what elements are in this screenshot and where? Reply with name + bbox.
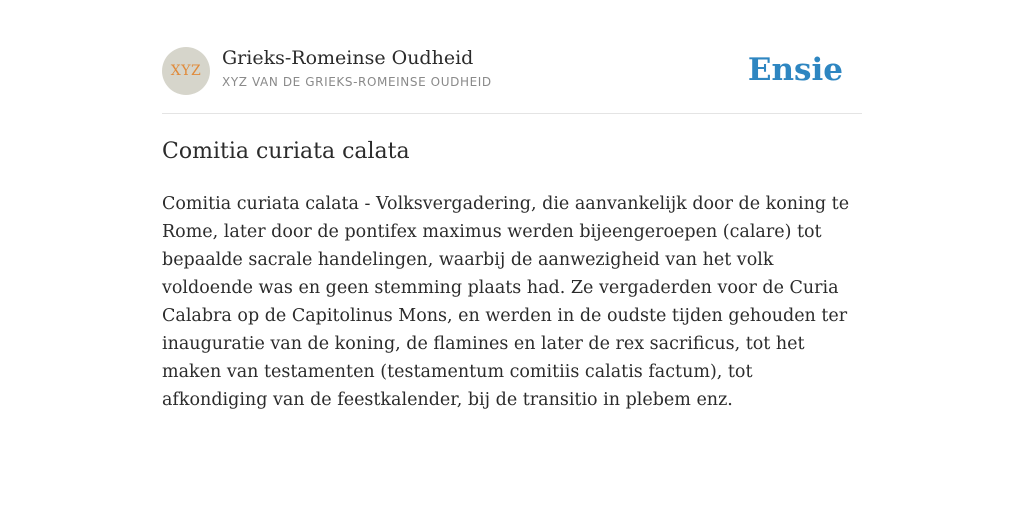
publication-avatar[interactable] xyxy=(162,47,210,95)
publication-header xyxy=(162,46,862,96)
entry-body: Comitia curiata calata - Volksvergadering, die aanvankelijk door de koning te Rome, later door de pontifex maximus werden bijeengeroepen (calare) tot bepaalde sacrale handelingen, waarbij de aanwezigheid van het volk voldoende was en geen stemming plaats had. Ze vergaderden voor de Curia Calabra op de Capitolinus Mons, en werden in de oudste tijden gehouden ter inauguratie van de koning, de flamines en later de rex sacrificus, tot het maken van testamenten (testamentum comitiis calatis factum), tot afkondiging van de feestkalender, bij de transitio in plebem enz. xyxy=(162,194,850,410)
publication-title[interactable]: Grieks-Romeinse Oudheid xyxy=(222,47,474,69)
brand-logo[interactable]: Ensie xyxy=(747,52,843,88)
entry-title: Comitia curiata calata xyxy=(162,139,410,164)
avatar-text: XYZ xyxy=(170,63,202,79)
divider xyxy=(162,113,862,114)
publication-subtitle: XYZ VAN DE GRIEKS-ROMEINSE OUDHEID xyxy=(222,75,492,89)
